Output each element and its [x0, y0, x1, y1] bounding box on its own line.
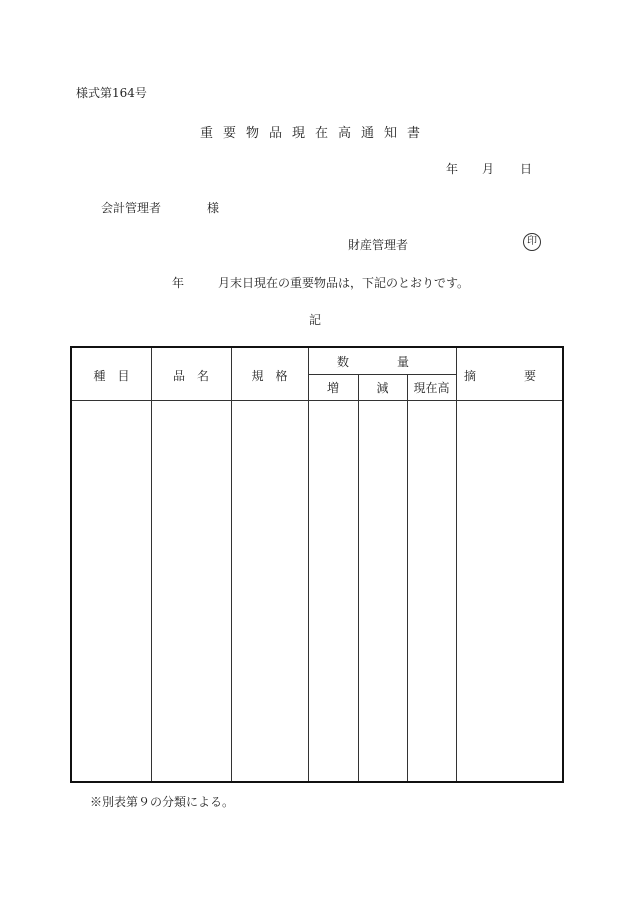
date-month: 月	[482, 162, 495, 176]
col-divider	[456, 348, 457, 781]
header-rule	[72, 400, 562, 401]
header-item-name: 品 名	[172, 369, 209, 383]
col-divider	[407, 374, 408, 781]
statement	[172, 274, 469, 291]
date-day: 日	[520, 162, 533, 176]
statement-year: 年	[172, 276, 185, 290]
date-year: 年	[446, 162, 459, 176]
col-divider	[308, 348, 309, 781]
header-spec: 規 格	[251, 369, 288, 383]
date-line	[446, 160, 532, 177]
col-divider	[151, 348, 152, 781]
addressee-honorific: 様	[207, 201, 220, 215]
seal-mark: 印	[523, 233, 541, 251]
header-category: 種 目	[93, 369, 130, 383]
header-increase: 増	[326, 381, 339, 395]
document-title: 重要物品現在高通知書	[199, 126, 430, 141]
header-current: 現在高	[413, 381, 450, 395]
sender-role: 財産管理者	[348, 238, 409, 252]
form-number: 様式第164号	[76, 86, 147, 100]
header-quantity: 数 量	[336, 355, 427, 369]
addressee-role: 会計管理者	[101, 201, 162, 215]
header-decrease: 減	[376, 381, 389, 395]
inventory-table	[70, 346, 564, 783]
col-divider	[231, 348, 232, 781]
footnote: ※別表第９の分類による。	[90, 795, 235, 809]
quantity-subrule	[308, 374, 457, 375]
header-remarks: 摘 要	[463, 369, 554, 383]
ki-label: 記	[308, 313, 321, 327]
col-divider	[358, 374, 359, 781]
addressee	[101, 199, 219, 216]
statement-text: 月末日現在の重要物品は，下記のとおりです。	[218, 276, 470, 290]
